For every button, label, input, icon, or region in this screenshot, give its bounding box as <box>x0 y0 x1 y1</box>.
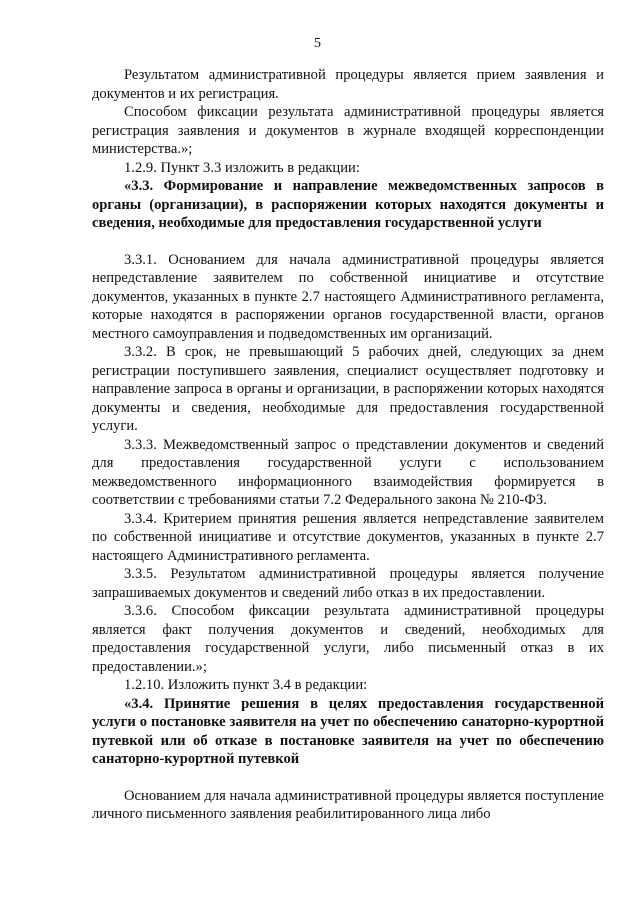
document-body <box>92 66 604 824</box>
paragraph: 3.3.2. В срок, не превышающий 5 рабочих дней, следующих за днем регистрации поступившего заявления, специалист осуществляет подготовку и направление запроса в органы и организации, в распоряжении которых находятся документы и сведения, необходимые для предоставления государственной услуги. <box>92 344 604 434</box>
paragraph: 3.3.1. Основанием для начала административной процедуры является непредставление заявителем по собственной инициативе и отсутствие документов, указанных в пункте 2.7 настоящего Административного регламента, которые находятся в распоряжении органов государственной власти, органов местного самоуправления и подведомственных им организаций. <box>92 251 604 342</box>
paragraph: Способом фиксации результата административной процедуры является регистрация заявления и документов в журнале входящей корреспонденции министерства.»; <box>92 104 604 157</box>
paragraph: 3.3.3. Межведомственный запрос о представлении документов и сведений для предоставления государственной услуги с использованием межведомственного информационного взаимодействия формируется в соответствии с требованиями статьи 7.2 Федерального закона № 210-ФЗ. <box>92 436 604 508</box>
paragraph: 3.3.5. Результатом административной процедуры является получение запрашиваемых документов и сведений либо отказ в их предоставлении. <box>92 566 604 601</box>
paragraph: 3.3.4. Критерием принятия решения является непредставление заявителем по собственной инициативе и отсутствие документов, указанных в пункте 2.7 настоящего Административного регламента. <box>92 510 604 564</box>
amendment-line: 1.2.9. Пункт 3.3 изложить в редакции: <box>124 159 360 176</box>
paragraph: Основанием для начала административной процедуры является поступление личного письменного заявления реабилитированного лица либо <box>92 787 604 822</box>
amendment-line: 1.2.10. Изложить пункт 3.4 в редакции: <box>124 677 368 693</box>
paragraph: 3.3.6. Способом фиксации результата административной процедуры является факт получения документов и сведений, необходимых для предоставления государственной услуги, либо письменный отказ в их предоставлении.»; <box>92 603 604 675</box>
page-number: 5 <box>314 36 321 51</box>
paragraph: Результатом административной процедуры является прием заявления и документов и их регистрация. <box>92 67 604 102</box>
section-heading: «3.4. Принятие решения в целях предоставления государственной услуги о постановке заявителя на учет по обеспечению санаторно-курортной путевкой или об отказе в постановке заявителя на учет по обеспечению санаторно-курортной путевкой <box>92 695 604 767</box>
section-heading: «3.3. Формирование и направление межведомственных запросов в органы (организации), в распоряжении которых находятся документы и сведения, необходимые для предоставления государственной услуги <box>92 178 604 231</box>
